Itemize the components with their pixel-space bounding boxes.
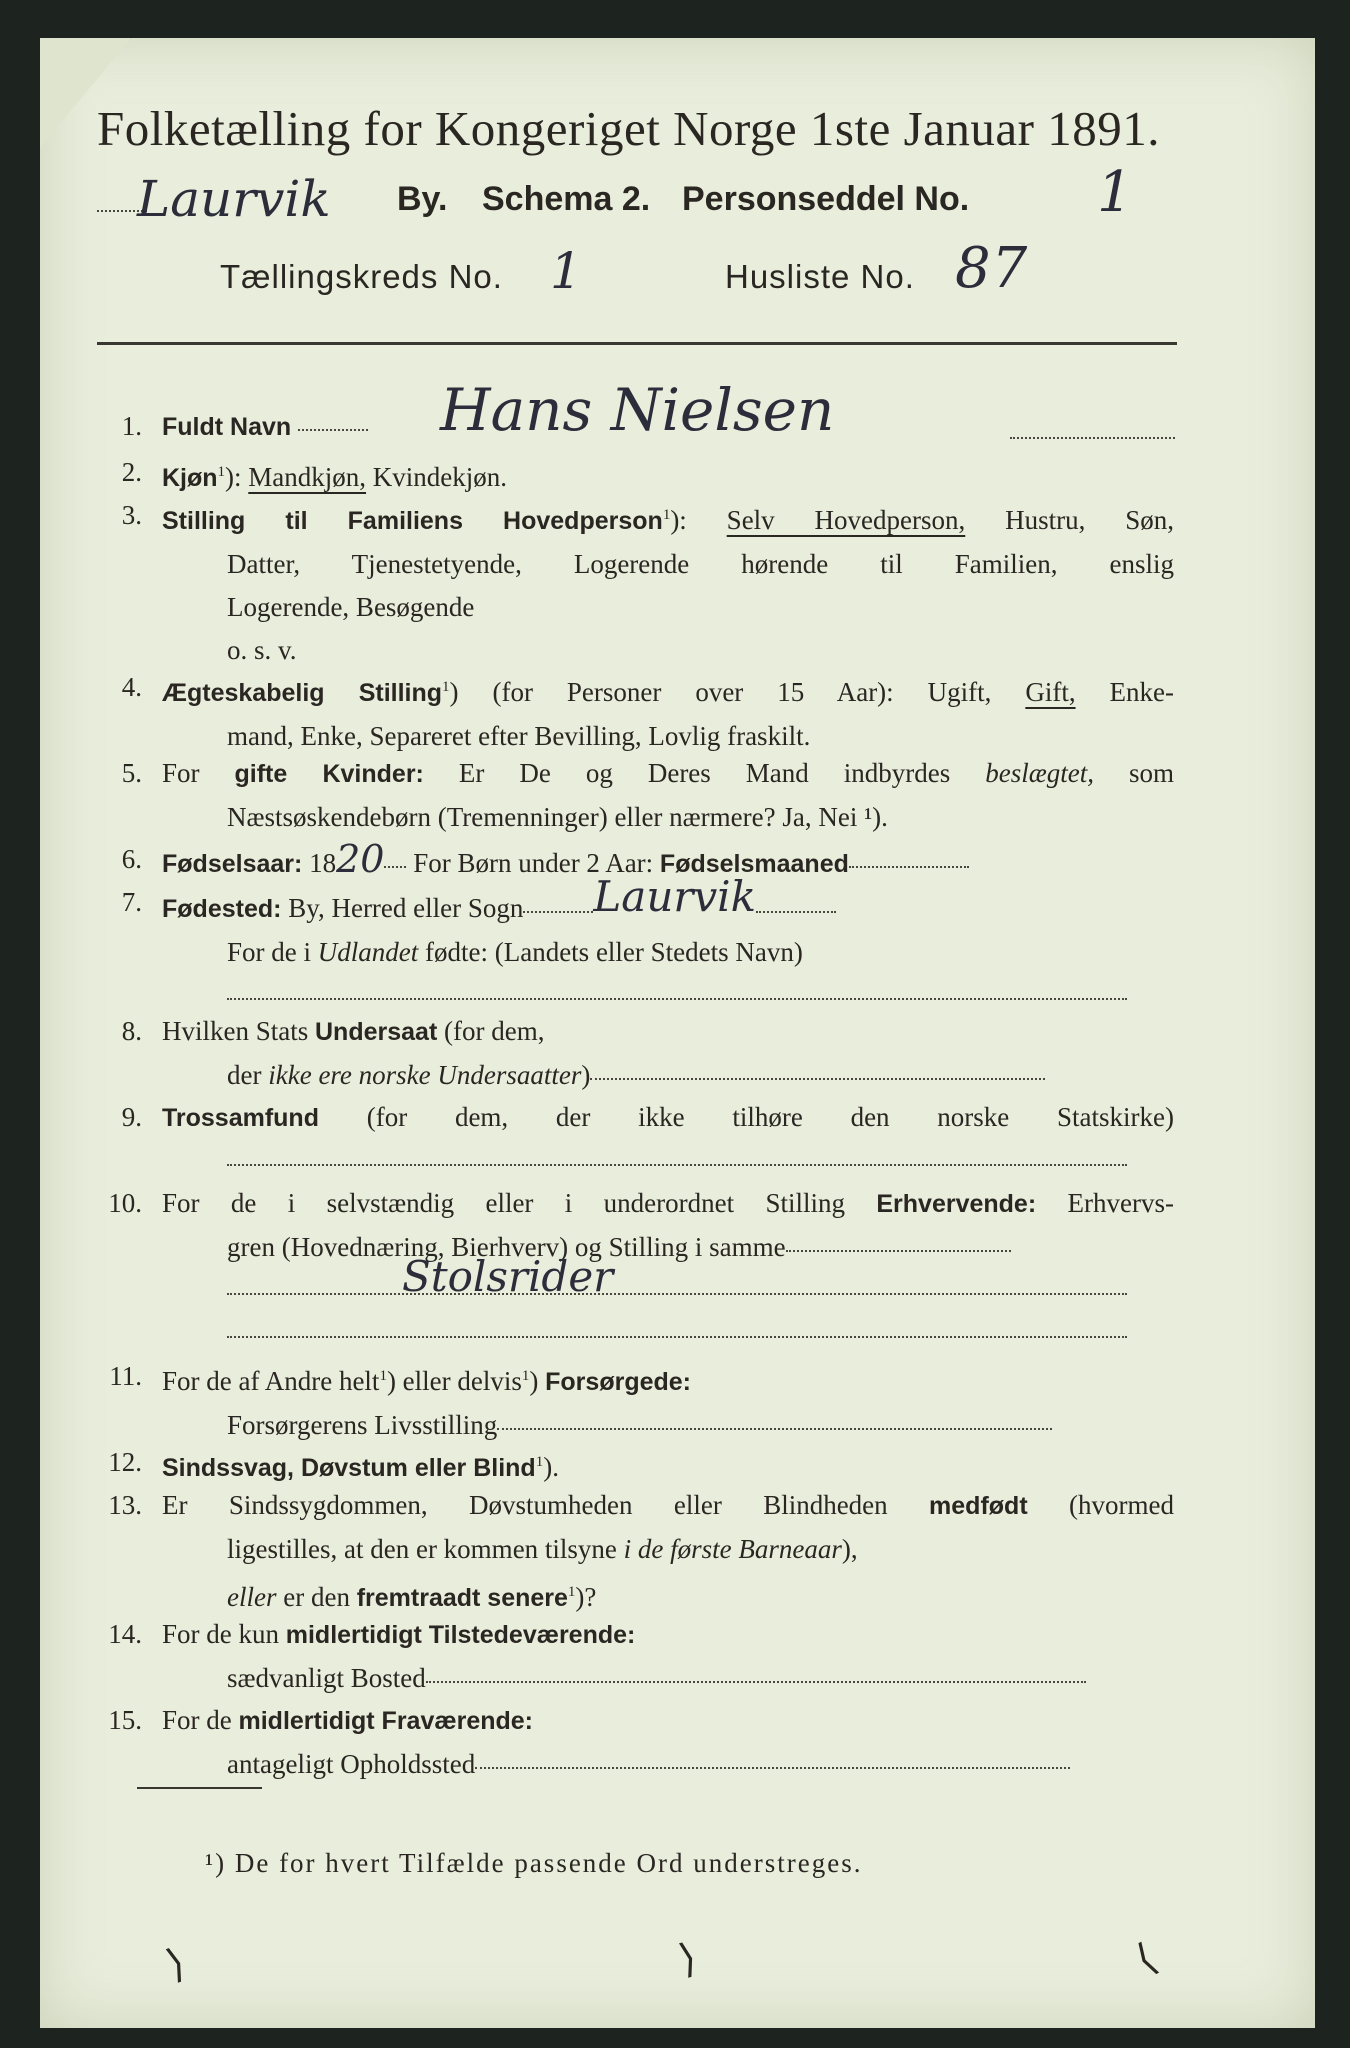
item-text: er den (276, 1582, 357, 1612)
item-label: midlertidigt Tilstedeværende: (285, 1621, 636, 1649)
item-label: Fødested: (162, 895, 282, 923)
item-text: For de af Andre helt (162, 1366, 380, 1396)
item-label: Erhvervende: (876, 1190, 1037, 1218)
selected-option: Gift, (1025, 677, 1076, 707)
item-text: antageligt Opholdssted (227, 1749, 476, 1779)
item-text: gren (Hovednæring, Bierhverv) og Stilling i samme (227, 1232, 786, 1262)
item-label: midlertidigt Fraværende: (238, 1707, 533, 1735)
item-text-italic: Udlandet (317, 937, 419, 967)
footnote-ref: 1 (521, 1368, 530, 1384)
item-text: der (227, 1060, 269, 1090)
item-text: For Børn under 2 Aar: (406, 848, 660, 878)
form-title: Folketælling for Kongeriget Norge 1ste Januar 1891. (97, 101, 1160, 156)
item-text: Kvindekjøn. (366, 462, 508, 492)
footnote-ref: 1 (567, 1584, 576, 1600)
full-name-handwritten: Hans Nielsen (440, 376, 835, 444)
item-label: Kjøn (162, 464, 218, 492)
item-text: For de kun (162, 1619, 286, 1649)
item-text: For de i (227, 937, 318, 967)
item-text: Enke- (1075, 677, 1174, 707)
birth-year-handwritten: 20 (336, 837, 385, 881)
footnote-ref: 1 (379, 1368, 387, 1384)
footnote-ref: 1 (535, 1454, 544, 1470)
item-label: fremtraadt senere (356, 1584, 568, 1612)
schema-label: Schema 2. (482, 180, 651, 218)
husliste-number: 87 (955, 236, 1029, 301)
footnote-ref: 1 (662, 507, 671, 523)
occupation-handwritten: Stolsrider (402, 1252, 614, 1301)
item-text: 18 (302, 848, 337, 878)
footnote: ¹) De for hvert Tilfælde passende Ord understreges. (205, 1848, 863, 1878)
item-number: 6. (121, 844, 142, 874)
item-text: ), (841, 1534, 858, 1564)
item-label: Forsørgede: (545, 1368, 691, 1396)
item-number: 4. (121, 672, 142, 702)
selected-option: Selv Hovedperson, (726, 505, 966, 535)
item-text: Er De og Deres Mand indbyrdes (423, 758, 986, 788)
item-text: Datter, Tjenestetyende, Logerende hørende til Familien, enslig (227, 549, 1174, 579)
item-label: Fødselsmaaned (659, 850, 849, 878)
item-text-italic: beslægtet, (985, 758, 1095, 788)
item-label: medfødt (929, 1492, 1028, 1520)
item-number: 15. (108, 1705, 142, 1735)
footnote-ref: 1 (217, 464, 226, 480)
by-label: By. (397, 180, 448, 218)
item-number: 14. (108, 1619, 142, 1649)
item-number: 12. (108, 1447, 142, 1477)
item-number: 3. (121, 500, 142, 530)
item-number: 11. (109, 1361, 142, 1391)
item-text: By, Herred eller Sogn (281, 893, 524, 923)
item-text: ): (225, 462, 249, 492)
item-text: mand, Enke, Separeret efter Bevilling, Lovlig fraskilt. (227, 721, 811, 751)
item-text: ) (for Personer over 15 Aar): Ugift, (449, 677, 1026, 707)
footnote-ref: 1 (442, 679, 450, 695)
item-number: 5. (121, 758, 142, 788)
item-text: som (1094, 758, 1175, 788)
birthplace-handwritten: Laurvik (593, 872, 757, 921)
item-text: For de (162, 1705, 239, 1735)
item-label: Sindssvag, Døvstum eller Blind (162, 1454, 536, 1482)
kreds-label: Tællingskreds No. (220, 258, 503, 295)
personseddel-number: 1 (1097, 160, 1133, 225)
item-text: ) eller delvis (386, 1366, 522, 1396)
personseddel-label: Personseddel No. (682, 180, 970, 218)
item-text: Hvilken Stats (162, 1016, 315, 1046)
item-text: ) (581, 1060, 591, 1090)
item-text: Erhvervs- (1036, 1188, 1174, 1218)
item-text: Forsørgerens Livsstilling (227, 1410, 498, 1440)
item-label: Fuldt Navn (162, 413, 292, 441)
item-number: 9. (121, 1102, 142, 1132)
item-number: 1. (121, 411, 142, 441)
item-text: (for dem, der ikke tilhøre den norske Statskirke) (318, 1102, 1174, 1132)
item-number: 8. (121, 1016, 142, 1046)
item-text-italic: i de første Barneaar (623, 1534, 842, 1564)
item-text: Næstsøskendebørn (Tremenninger) eller nærmere? Ja, Nei ¹). (227, 802, 888, 832)
item-text: Logerende, Besøgende (227, 592, 475, 622)
item-label: Ægteskabelig Stilling (162, 679, 443, 707)
item-label: Trossamfund (162, 1104, 319, 1132)
header-line-kreds (220, 236, 1180, 318)
item-text: For (162, 758, 235, 788)
item-text: Er Sindssygdommen, Døvstumheden eller Blindheden (162, 1490, 930, 1520)
item-text-italic: ikke ere norske Undersaatter (268, 1060, 582, 1090)
header-rule (97, 342, 1177, 345)
item-label: Undersaat (315, 1018, 438, 1046)
item-text: sædvanligt Bosted (227, 1663, 426, 1693)
corner-mark: ⟩ (160, 1939, 191, 1988)
item-number: 13. (108, 1490, 142, 1520)
kreds-number: 1 (550, 242, 583, 300)
husliste-label: Husliste No. (725, 258, 915, 295)
item-text-italic: eller (227, 1582, 277, 1612)
item-number: 2. (121, 457, 142, 487)
corner-mark: ⟨ (1127, 1935, 1164, 1982)
item-number: 10. (108, 1188, 142, 1218)
item-text: (for dem, (437, 1016, 545, 1046)
item-number: 7. (121, 887, 142, 917)
item-text: ) (529, 1366, 546, 1396)
item-text: ligestilles, at den er kommen tilsyne (227, 1534, 624, 1564)
item-text: o. s. v. (227, 635, 297, 665)
header-line-by (97, 160, 1177, 238)
item-text: (hvormed (1027, 1490, 1174, 1520)
item-label: Fødselsaar: (162, 850, 303, 878)
selected-option: Mandkjøn, (248, 462, 367, 492)
item-label: gifte Kvinder: (234, 760, 424, 788)
item-label: Stilling til Familiens Hovedperson (162, 507, 663, 535)
item-text: fødte: (Landets eller Stedets Navn) (418, 937, 803, 967)
footnote-separator (137, 1787, 262, 1789)
town-handwritten: Laurvik (137, 170, 331, 228)
item-text: ). (543, 1452, 559, 1482)
item-text: Hustru, Søn, (965, 505, 1175, 535)
item-text: )? (575, 1582, 597, 1612)
corner-mark: ⟩ (674, 1934, 702, 1983)
item-text: For de i selvstændig eller i underordnet Stilling (162, 1188, 877, 1218)
